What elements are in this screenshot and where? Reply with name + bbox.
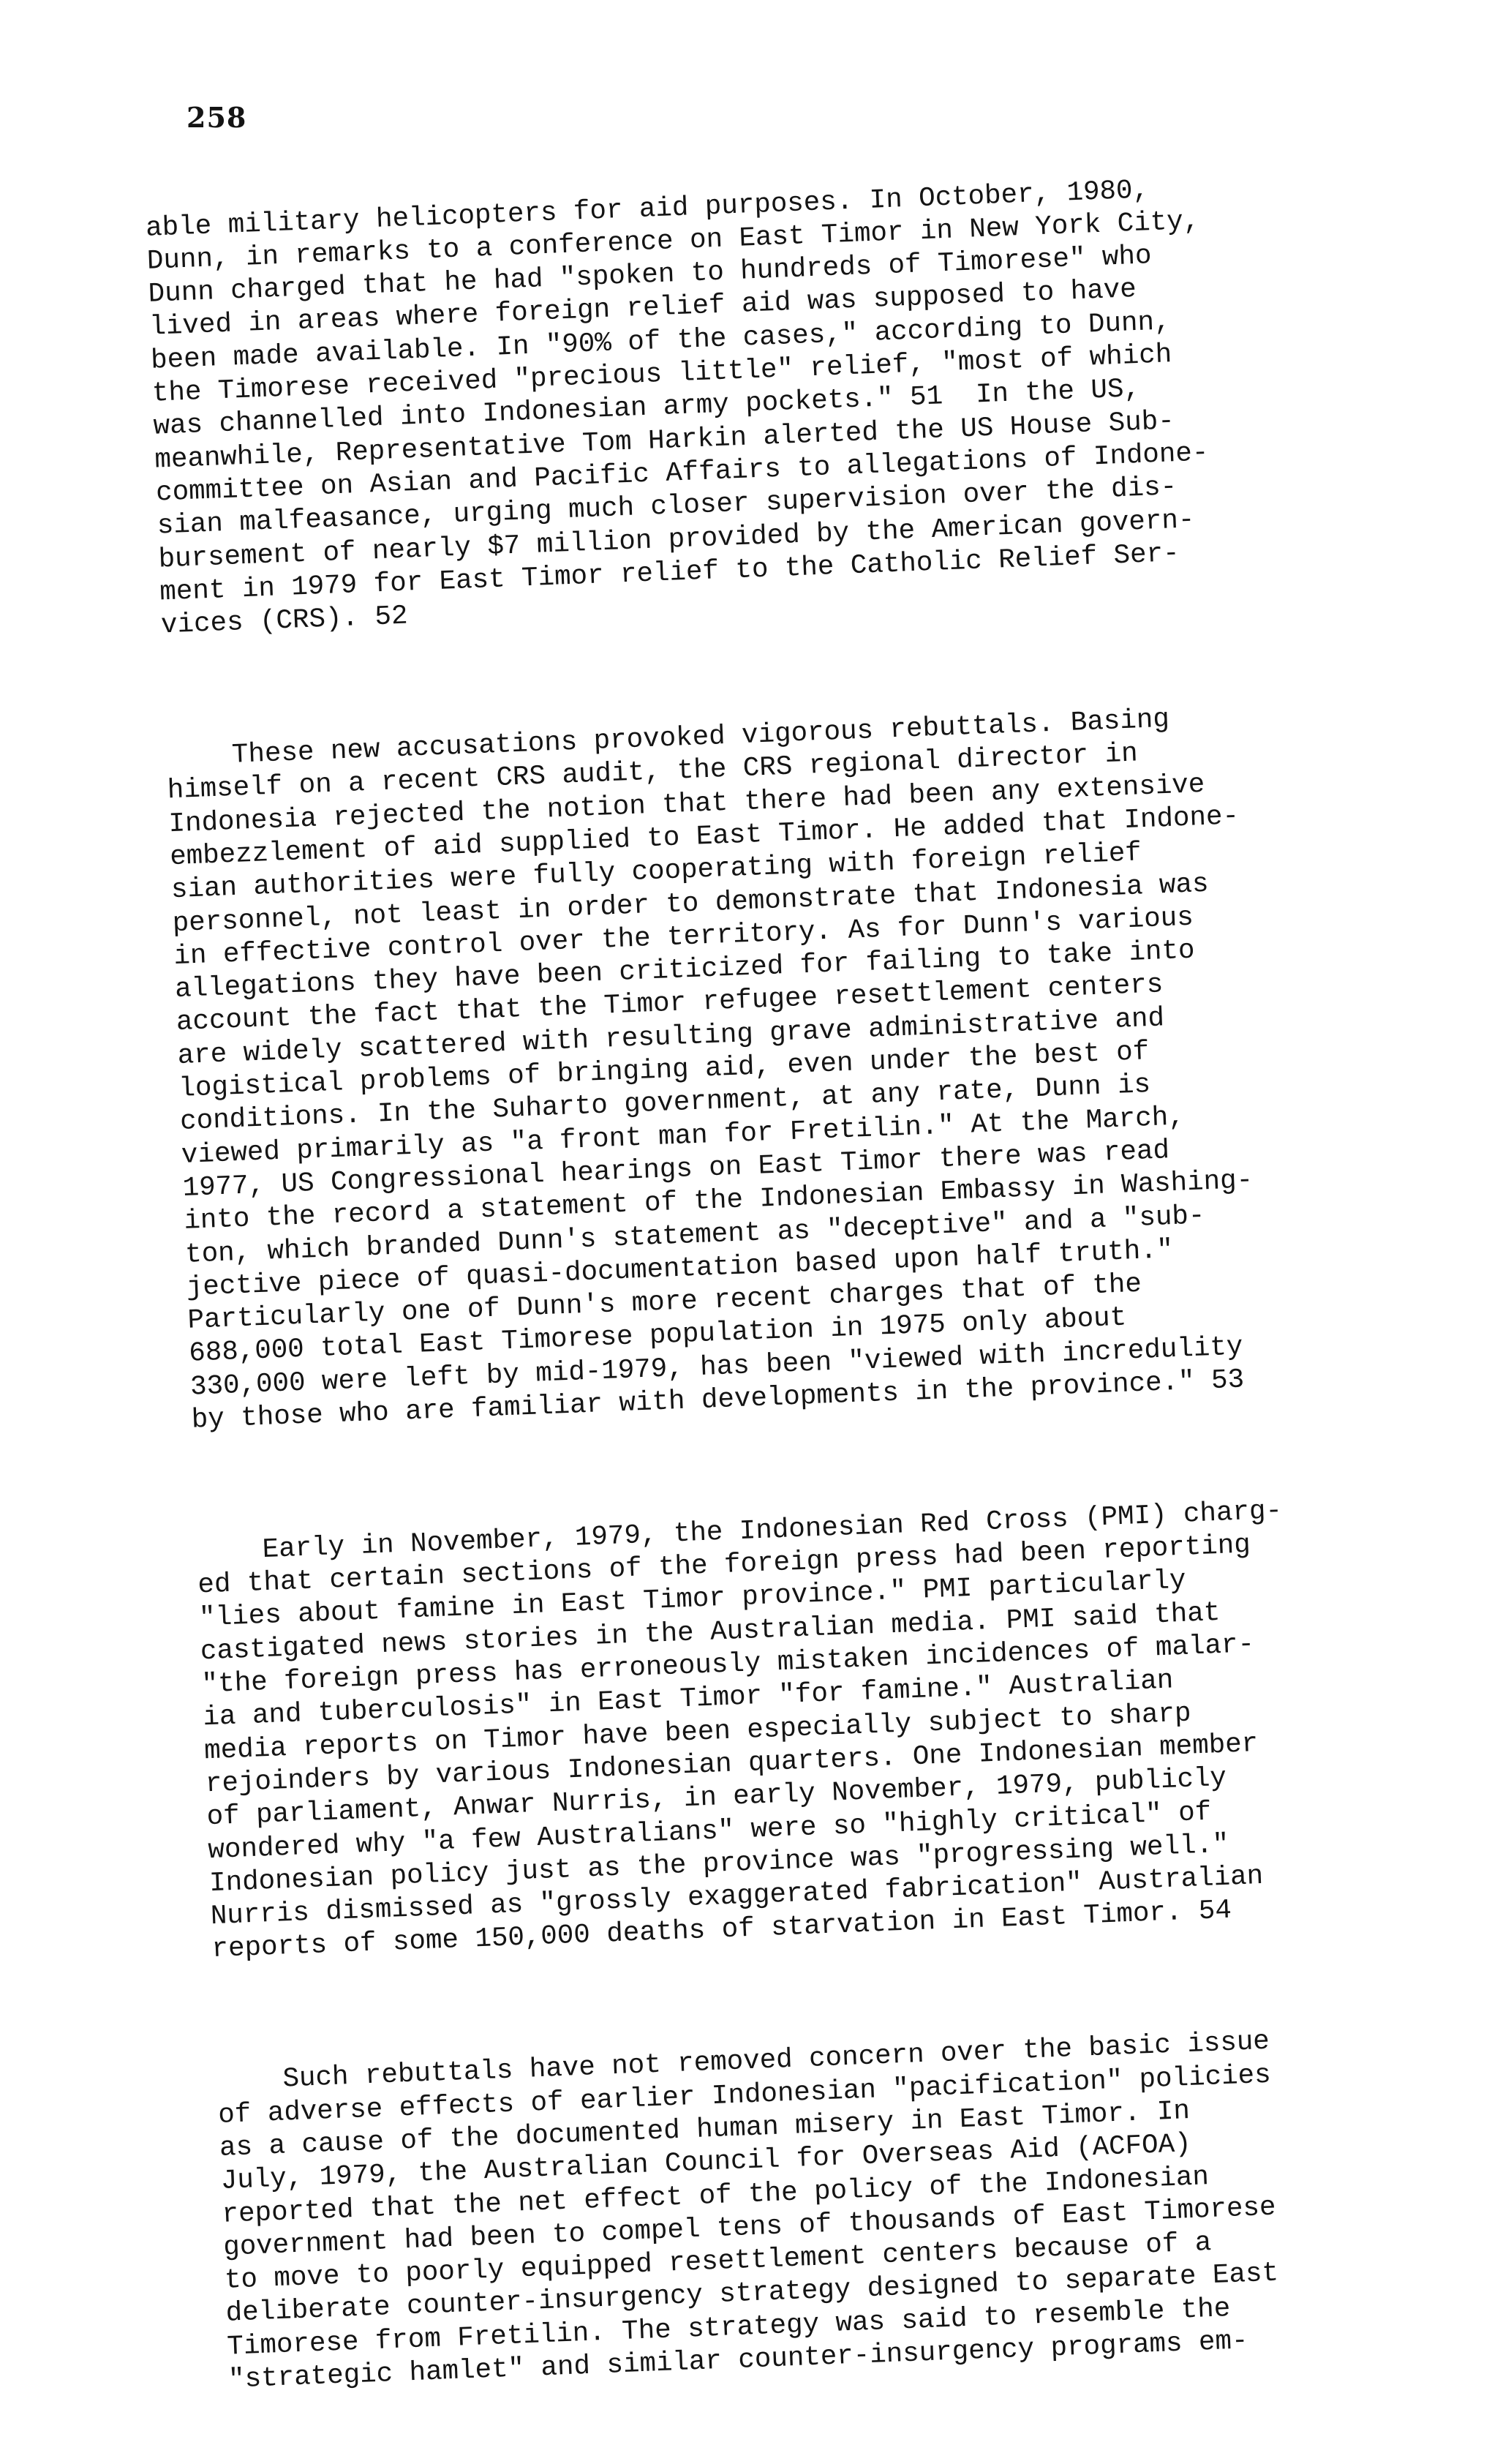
paragraph-rebuttals: These new accusations provoked vigorous rebuttals. Basing himself on a recent CRS audit, the CRS regional director in Indonesia rejected the notion that there had been any extensive embezzlement of aid supplied to East Timor. He added that Indone- sian authorities were fully cooperating with foreign relief personnel, not least in order to demonstrate that Indonesia was in effective control over the territory. As for Dunn's various allegations they have been criticized for failing to take into account the fact that the Timor refugee resettlement centers are widely scattered with resulting grave administrative and logistical problems of bringing aid, even under the best of conditions. In the Suharto government, at any rate, Dunn is viewed primarily as "a front man for Fretilin." At the March, 1977, US Congressional hearings on East Timor there was read into the record a statement of the Indonesian Embassy in Washing- ton, which branded Dunn's statement as "deceptive" and a "sub- jective piece of quasi-documentation based upon half truth." Particularly one of Dunn's more recent charges that of the 688,000 total East Timorese population in 1975 only about 330,000 were left by mid-1979, has been "viewed with incredulity by those who are familiar with developments in the province." 53 xyxy=(165,704,1254,1436)
paragraph-acfoa: Such rebuttals have not removed concern over the basic issue of adverse effects of earlier Indonesian "pacification" policies as a cause of the documented human misery in East Timor. In July, 1979, the Australian Council for Overseas Aid (ACFOA) reported that the net effect of the policy of the Indonesian government had been to compel tens of thousands of East Timorese to move to poorly equipped resettlement centers because of a deliberate counter-insurgency strategy designed to separate East Timorese from Fretilin. The strategy was said to resemble the "strategic hamlet" and similar counter-insurgency programs em- xyxy=(216,2027,1279,2396)
page-number: 258 xyxy=(186,101,247,134)
paragraph-helicopters-dunn: able military helicopters for aid purposes. In October, 1980, Dunn, in remarks to a conference on East Timor in New York City, Dunn charged that he had "spoken to hundreds of Timorese" who lived in areas where foreign relief aid was supposed to have been made available. In "90% of the cases," according to Dunn, the Timorese received "precious little" relief, "most of which was channelled into Indonesian army pockets." 51 In the US, meanwhile, Representative Tom Harkin alerted the US House Sub- committee on Asian and Pacific Affairs to allegations of Indone- sian malfeasance, urging much closer supervision over the dis- bursement of nearly $7 million provided by the American govern- ment in 1979 for East Timor relief to the Catholic Relief Ser- vices (CRS). 52 xyxy=(145,174,1210,642)
paragraph-red-cross: Early in November, 1979, the Indonesian Red Cross (PMI) charg- ed that certain sections of the foreign press had been reporting "lies about famine in East Timor province." PMI particularly castigated news stories in the Australian media. PMI said that "the foreign press has erroneously mistaken incidences of malar- ia and tuberculosis" in East Timor "for famine." Australian media reports on Timor have been especially subject to sharp rejoinders by various Indonesian quarters. One Indonesian member of parliament, Anwar Nurris, in early November, 1979, publicly wondered why "a few Australians" were so "highly critical" of Indonesian policy just as the province was "progressing well." Nurris dismissed as "grossly exaggerated fabrication" Australian reports of some 150,000 deaths of starvation in East Timor. 54 xyxy=(196,1495,1283,1966)
body-text xyxy=(143,99,1459,2464)
